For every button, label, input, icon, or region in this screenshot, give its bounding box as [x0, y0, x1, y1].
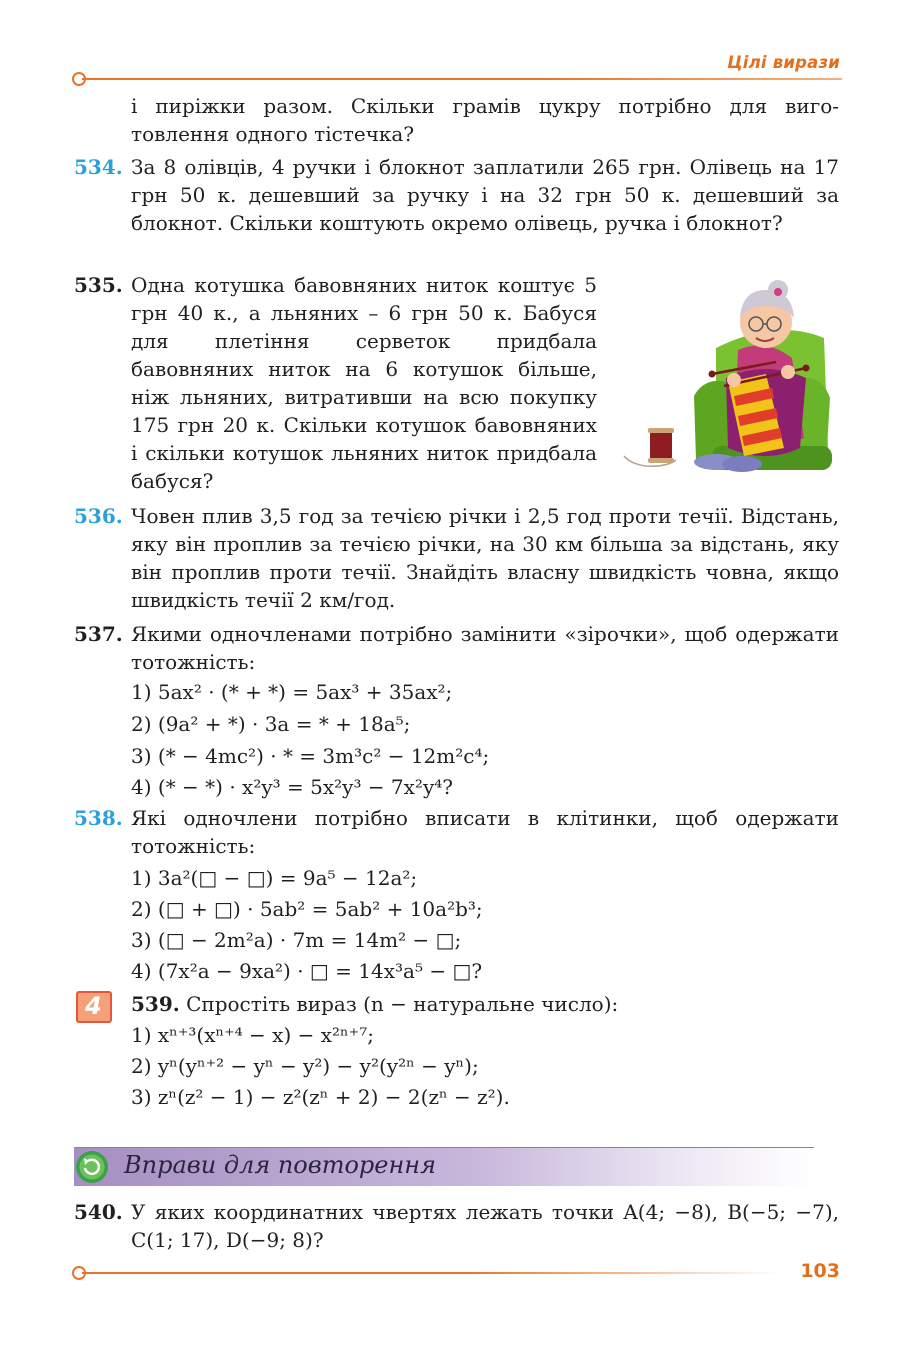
grandmother-knitting-illustration: [616, 278, 840, 478]
expression-item: 2) yⁿ(yⁿ⁺² − yⁿ − y²) − y²(y²ⁿ − yⁿ);: [131, 1054, 479, 1078]
continuation-line-1: і пиріжки разом. Скільки грамів цукру потрібно для виго-: [131, 94, 839, 118]
continuation-line-2: товлення одного тістечка?: [131, 122, 415, 146]
circular-arrow-icon: [75, 1150, 109, 1184]
problem-text: За 8 олівців, 4 ручки і блокнот заплатили 265 грн. Олівець на 17 грн 50 к. дешевший за ручку і на 32 грн 50 к. дешевший за блокнот. Скільки коштують окремо олівець, ручка і блокнот?: [131, 155, 839, 235]
thread-spool-icon: [624, 428, 676, 466]
problem-537: [74, 620, 844, 800]
problem-number: 537.: [74, 622, 123, 646]
problem-text: Спростіть вираз (n − натуральне число):: [186, 992, 619, 1016]
review-section-title: Вправи для повторення: [124, 1151, 436, 1179]
problem-539: [74, 990, 844, 1110]
problem-538: [74, 804, 844, 984]
problem-534: [74, 153, 844, 265]
problem-540: [74, 1198, 844, 1254]
problem-text: Човен плив 3,5 год за течією річки і 2,5 год проти течії. Відстань, яку він проплив за течією річки, на 30 км більша за відстань, яку він проплив проти течії. Знайдіть власну швидкість човна, якщо швидкість течії 2 км/год.: [131, 504, 839, 612]
problem-number: 535.: [74, 273, 123, 297]
problem-number: 540.: [74, 1200, 123, 1224]
difficulty-level: 4: [85, 992, 102, 1020]
expression-item: 2) (9a² + *) · 3a = * + 18a⁵;: [131, 712, 411, 736]
expression-item: 3) (□ − 2m²a) · 7m = 14m² − □;: [131, 928, 462, 952]
problem-536: [74, 502, 844, 614]
problem-text: Якими одночленами потрібно замінити «зірочки», щоб одержати тотожність:: [131, 622, 839, 674]
problem-number: 534.: [74, 155, 123, 179]
expression-item: 1) 3a²(□ − □) = 9a⁵ − 12a²;: [131, 866, 418, 890]
problem-number: 539.: [131, 992, 180, 1016]
review-section-banner: [74, 1147, 814, 1186]
expression-item: 3) zⁿ(z² − 1) − z²(zⁿ + 2) − 2(zⁿ − z²).: [131, 1085, 510, 1109]
problem-text: Одна котушка бавовняних ниток коштує 5 грн 40 к., а льняних – 6 грн 50 к. Бабуся для плетіння серветок придбала бавовняних ниток на 6 котушок більше, ніж льняних, витративши на всю покупку 175 грн 20 к. Скільки котушок бавовняних і скільки котушок льняних ниток придбала бабуся?: [131, 273, 597, 493]
problem-text: Які одночлени потрібно вписати в клітинки, щоб одержати тотожність:: [131, 806, 839, 858]
footer-divider: [82, 1272, 782, 1274]
expression-item: 4) (7x²a − 9xa²) · □ = 14x³a⁵ − □?: [131, 959, 483, 983]
problem-number: 536.: [74, 504, 123, 528]
problem-number: 538.: [74, 806, 123, 830]
grandmother-head: [740, 280, 794, 348]
expression-item: 1) 5ax² · (* + *) = 5ax³ + 35ax²;: [131, 680, 453, 704]
expression-item: 4) (* − *) · x²y³ = 5x²y³ − 7x²y⁴?: [131, 775, 453, 799]
expression-item: 2) (□ + □) · 5ab² = 5ab² + 10a²b³;: [131, 897, 483, 921]
problem-text: У яких координатних чвертях лежать точки A(4; −8), B(−5; −7), C(1; 17), D(−9; 8)?: [131, 1200, 839, 1252]
header-divider: [82, 78, 842, 80]
section-title: Цілі вирази: [727, 53, 840, 72]
expression-item: 3) (* − 4mc²) · * = 3m³c² − 12m²c⁴;: [131, 744, 490, 768]
page-number: 103: [800, 1260, 840, 1282]
problem-heading: [131, 990, 618, 1018]
expression-item: 1) xⁿ⁺³(xⁿ⁺⁴ − x) − x²ⁿ⁺⁷;: [131, 1023, 374, 1047]
